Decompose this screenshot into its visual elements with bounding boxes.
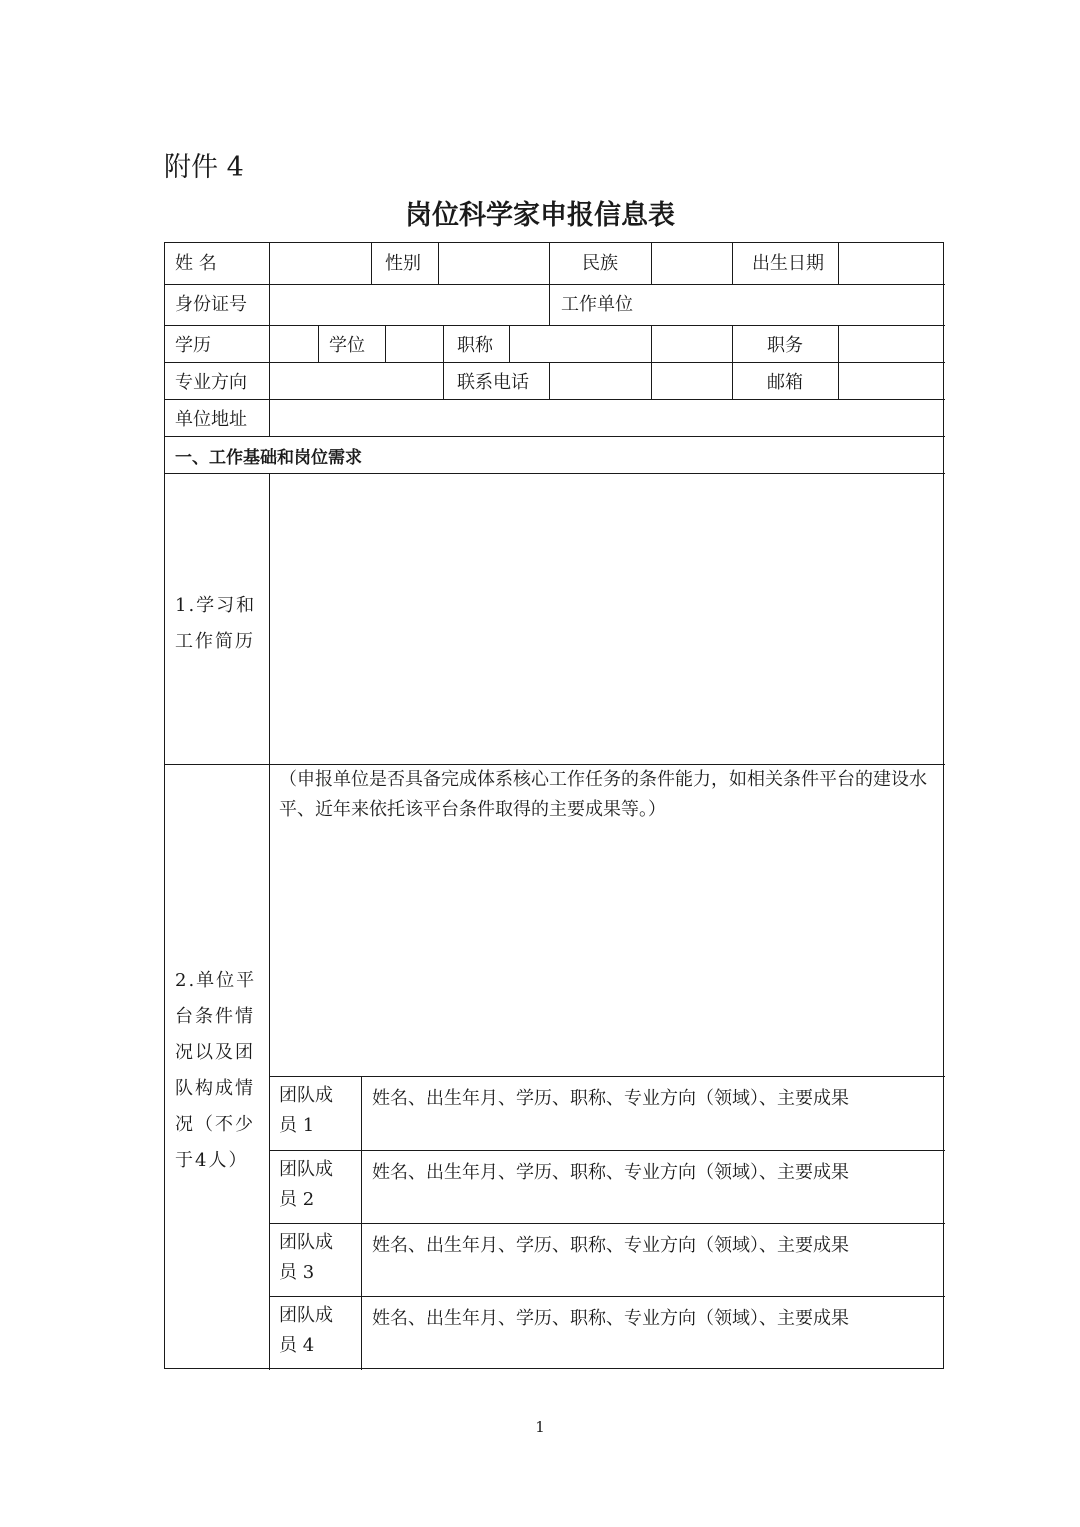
platform-note: （申报单位是否具备完成体系核心工作任务的条件能力，如相关条件平台的建设水平、近年来依托该平台条件取得的主要成果等。）	[279, 769, 927, 820]
ethnicity-field[interactable]	[652, 244, 731, 283]
label-education: 学历	[175, 335, 211, 356]
name-field[interactable]	[270, 244, 370, 283]
resume-field[interactable]	[270, 474, 943, 763]
resume-label: 1.学习和工作简历	[175, 595, 257, 652]
team-member-label: 团队成员 4	[279, 1305, 333, 1356]
label-gender: 性别	[385, 253, 421, 274]
label-title: 职称	[457, 335, 493, 356]
phone-field[interactable]	[550, 363, 731, 398]
label-major: 专业方向	[175, 372, 247, 393]
degree-field[interactable]	[386, 326, 442, 361]
label-birth-date: 出生日期	[752, 253, 824, 274]
team-member-content: 姓名、出生年月、学历、职称、专业方向（领域）、主要成果	[372, 1162, 849, 1183]
team-member-label: 团队成员 2	[279, 1159, 333, 1210]
label-phone: 联系电话	[457, 372, 529, 393]
application-form-table	[164, 242, 944, 1369]
label-email: 邮箱	[767, 372, 803, 393]
position-field[interactable]	[839, 326, 943, 361]
label-work-unit: 工作单位	[561, 294, 633, 315]
email-field[interactable]	[839, 363, 943, 398]
platform-field[interactable]	[270, 833, 943, 1075]
label-address: 单位地址	[175, 409, 247, 430]
label-name: 姓 名	[175, 253, 217, 274]
attachment-label: 附件 4	[164, 152, 244, 183]
major-field[interactable]	[270, 363, 442, 398]
team-member-label: 团队成员 3	[279, 1232, 333, 1283]
address-field[interactable]	[270, 400, 943, 435]
birth-date-field[interactable]	[839, 244, 943, 283]
work-unit-field[interactable]	[652, 285, 943, 324]
team-member-label: 团队成员 1	[279, 1085, 333, 1136]
team-member-content: 姓名、出生年月、学历、职称、专业方向（领域）、主要成果	[372, 1308, 849, 1329]
form-title: 岗位科学家申报信息表	[405, 200, 675, 231]
id-number-field[interactable]	[270, 285, 548, 324]
section-heading: 一、工作基础和岗位需求	[175, 448, 362, 468]
label-degree: 学位	[329, 335, 365, 356]
platform-team-label: 2.单位平台条件情况以及团队构成情况（不少于4人）	[175, 970, 257, 1171]
gender-field[interactable]	[439, 244, 548, 283]
team-member-content: 姓名、出生年月、学历、职称、专业方向（领域）、主要成果	[372, 1088, 849, 1109]
label-ethnicity: 民族	[582, 253, 618, 274]
label-position: 职务	[767, 335, 803, 356]
title-field[interactable]	[510, 326, 731, 361]
team-member-content: 姓名、出生年月、学历、职称、专业方向（领域）、主要成果	[372, 1235, 849, 1256]
label-id-number: 身份证号	[175, 294, 247, 315]
page-number: 1	[535, 1418, 545, 1436]
education-field[interactable]	[270, 326, 317, 361]
